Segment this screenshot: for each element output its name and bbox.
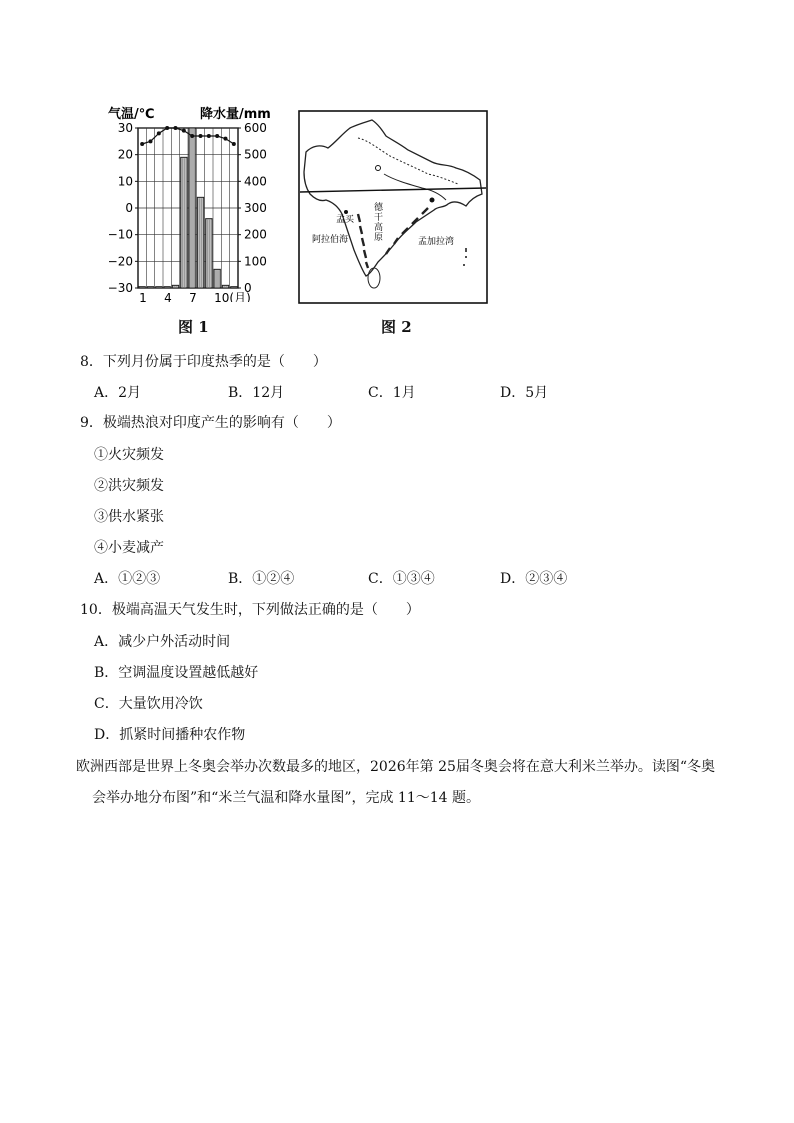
temperature-point <box>157 131 161 135</box>
city-dot-kolkata <box>430 198 435 203</box>
q10-option-d[interactable]: D．抓紧时间播种农作物 <box>94 727 246 743</box>
precipitation-bar <box>206 219 212 288</box>
q10-option-a[interactable]: A．减少户外活动时间 <box>94 634 231 650</box>
city-dot-mumbai <box>344 210 348 214</box>
temperature-point <box>149 139 153 143</box>
temperature-point <box>174 126 178 130</box>
temperature-point <box>224 137 228 141</box>
right-tick-label: 100 <box>244 254 267 269</box>
q10-option-c[interactable]: C．大量饮用冷饮 <box>94 696 203 712</box>
precipitation-bar <box>172 285 178 288</box>
right-tick-label: 300 <box>244 201 267 215</box>
deccan-char: 德 <box>374 203 384 213</box>
figure2-caption: 图 2 <box>381 318 412 336</box>
x-tick-label: 10(月) <box>214 291 251 302</box>
right-tick-label: 500 <box>244 147 267 162</box>
temperature-point <box>215 134 219 138</box>
precipitation-bar <box>156 287 162 288</box>
right-tick-label: 200 <box>244 227 267 242</box>
q9-option-a[interactable]: A．①②③ <box>94 571 161 587</box>
figure2-india-map <box>298 110 488 304</box>
intro-paragraph <box>76 752 776 814</box>
temperature-point <box>232 142 236 146</box>
map-label-deccan-vertical <box>374 201 384 243</box>
question-10-stem: 10．极端高温天气发生时，下列做法正确的是（ ） <box>80 602 420 618</box>
precipitation-bar <box>222 285 228 288</box>
left-tick-label: −20 <box>107 254 133 269</box>
precipitation-bar <box>139 287 145 288</box>
left-tick-label: 0 <box>125 201 133 215</box>
precipitation-bar <box>189 128 195 288</box>
left-tick-label: 10 <box>117 174 133 189</box>
svg-text:德干高原 <box>374 201 384 243</box>
figure1-caption: 图 1 <box>178 318 209 336</box>
precipitation-bar <box>197 197 203 288</box>
temperature-point <box>199 134 203 138</box>
map-label-bay-of-bengal: 孟加拉湾 <box>418 237 455 247</box>
deccan-char: 原 <box>374 233 384 243</box>
intro-line-1: 欧洲西部是世界上冬奥会举办次数最多的地区，2026年第 25届冬奥会将在意大利米兰举办。读图“冬奥 <box>76 759 716 775</box>
question-8-stem: 8．下列月份属于印度热季的是（ ） <box>80 354 327 370</box>
temperature-point <box>207 134 211 138</box>
precipitation-bar <box>214 269 220 288</box>
x-tick-label: 1 <box>139 291 147 302</box>
map-label-mumbai: 孟买 <box>336 215 355 225</box>
x-tick-label: 7 <box>189 291 197 302</box>
map-label-arabian-sea: 阿拉伯海 <box>312 235 349 245</box>
q9-item-1: ①火灾频发 <box>94 447 164 463</box>
x-tick-label: 4 <box>164 291 172 302</box>
q8-option-c[interactable]: C．1月 <box>368 385 416 401</box>
question-9-stem: 9．极端热浪对印度产生的影响有（ ） <box>80 415 341 431</box>
chart-plot-area <box>108 121 267 302</box>
q9-item-2: ②洪灾频发 <box>94 478 164 494</box>
left-tick-label: 20 <box>117 147 133 162</box>
q8-option-a[interactable]: A．2月 <box>94 385 142 401</box>
right-tick-label: 0 <box>244 281 252 295</box>
left-tick-label: −10 <box>107 227 133 242</box>
precipitation-bar <box>231 287 237 288</box>
q8-option-b[interactable]: B．12月 <box>228 385 285 401</box>
q9-item-4: ④小麦减产 <box>94 540 164 556</box>
deccan-char: 干 <box>374 213 384 223</box>
q9-option-d[interactable]: D．②③④ <box>500 571 568 587</box>
left-tick-label: −30 <box>107 281 133 295</box>
precipitation-bar <box>181 157 187 288</box>
q10-option-b[interactable]: B．空调温度设置越低越好 <box>94 665 259 681</box>
temperature-point <box>140 142 144 146</box>
temperature-point <box>190 134 194 138</box>
figure1-climate-chart <box>100 102 280 302</box>
temperature-point <box>165 126 169 130</box>
left-axis-title: 气温/℃ <box>108 107 155 122</box>
right-tick-label: 600 <box>244 121 267 135</box>
q9-item-3: ③供水紧张 <box>94 509 164 525</box>
q8-option-d[interactable]: D．5月 <box>500 385 549 401</box>
deccan-char: 高 <box>374 223 384 233</box>
right-axis-title: 降水量/mm <box>200 107 271 122</box>
q9-option-b[interactable]: B．①②④ <box>228 571 295 587</box>
precipitation-bar <box>164 287 170 288</box>
temperature-point <box>182 129 186 133</box>
q9-option-c[interactable]: C．①③④ <box>368 571 435 587</box>
left-tick-label: 30 <box>117 121 133 135</box>
right-tick-label: 400 <box>244 174 267 189</box>
precipitation-bar <box>147 287 153 288</box>
intro-line-2: 会举办地分布图”和“米兰气温和降水量图”，完成 11～14 题。 <box>92 790 480 806</box>
